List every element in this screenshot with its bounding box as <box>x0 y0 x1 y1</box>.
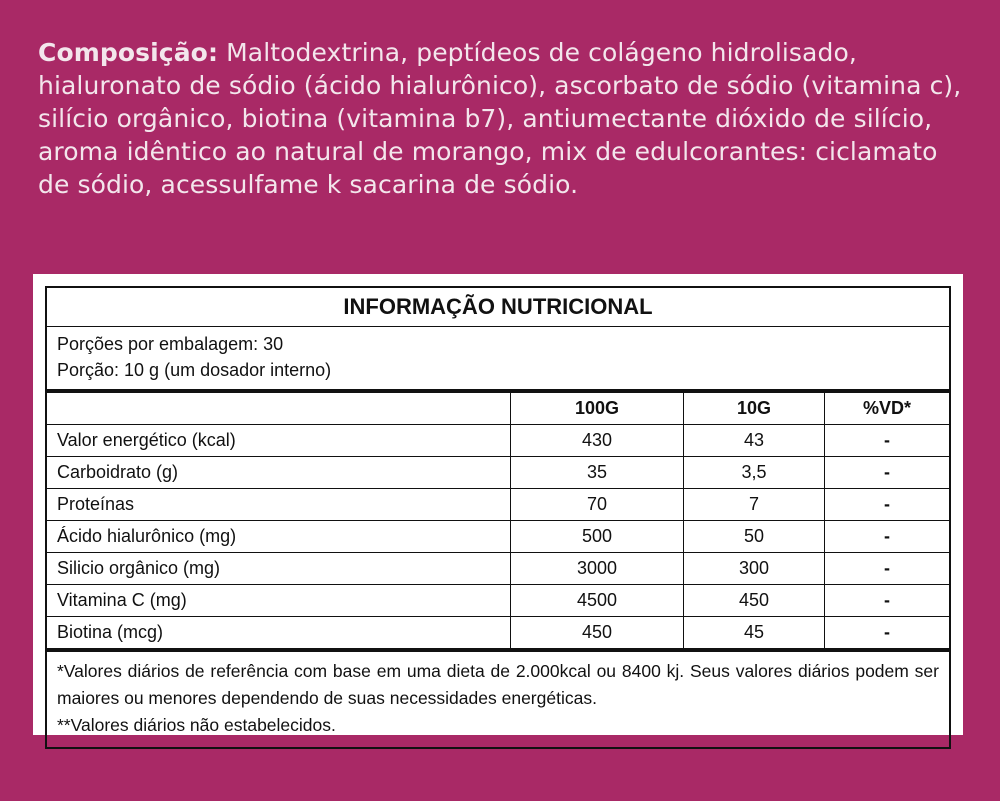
value-10g: 43 <box>684 425 825 457</box>
nutrient-name: Valor energético (kcal) <box>47 425 511 457</box>
value-10g: 3,5 <box>684 457 825 489</box>
table-row <box>47 457 949 489</box>
composition-label: Composição: <box>38 38 219 67</box>
serving-size: Porção: 10 g (um dosador interno) <box>57 360 332 380</box>
nutrient-name: Ácido hialurônico (mg) <box>47 521 511 553</box>
header-10g: 10G <box>684 393 825 425</box>
value-100g: 430 <box>511 425 684 457</box>
value-10g: 300 <box>684 553 825 585</box>
value-100g: 4500 <box>511 585 684 617</box>
value-vd: - <box>825 489 950 521</box>
nutrient-name: Vitamina C (mg) <box>47 585 511 617</box>
value-100g: 3000 <box>511 553 684 585</box>
header-nutrient <box>47 393 511 425</box>
table-row <box>47 489 949 521</box>
value-vd: - <box>825 553 950 585</box>
table-row <box>47 521 949 553</box>
table-row <box>47 425 949 457</box>
nutrition-title: INFORMAÇÃO NUTRICIONAL <box>47 288 949 327</box>
nutrient-name: Biotina (mcg) <box>47 617 511 651</box>
nutrient-table <box>47 393 949 652</box>
value-100g: 450 <box>511 617 684 651</box>
nutrient-name: Carboidrato (g) <box>47 457 511 489</box>
nutrient-name: Proteínas <box>47 489 511 521</box>
value-10g: 450 <box>684 585 825 617</box>
table-row <box>47 617 949 651</box>
value-10g: 7 <box>684 489 825 521</box>
header-100g: 100G <box>511 393 684 425</box>
value-vd: - <box>825 585 950 617</box>
footnote-not-established: **Valores diários não estabelecidos. <box>57 715 336 735</box>
table-row <box>47 553 949 585</box>
value-vd: - <box>825 425 950 457</box>
table-row <box>47 585 949 617</box>
composition-ingredients: Maltodextrina, peptídeos de colágeno hidrolisado, hialuronato de sódio (ácido hialurônico), ascorbato de sódio (vitamina c), silício orgânico, biotina (vitamina b7), antiumectante dióxido de silício, aroma idêntico ao natural de morango, mix de edulcorantes: ciclamato de sódio, acessulfame k sacarina de sódio. <box>38 38 962 199</box>
value-vd: - <box>825 521 950 553</box>
header-vd: %VD* <box>825 393 950 425</box>
value-100g: 35 <box>511 457 684 489</box>
value-100g: 500 <box>511 521 684 553</box>
composition-text <box>38 36 968 201</box>
serving-info <box>47 327 949 393</box>
servings-per-package: Porções por embalagem: 30 <box>57 334 284 354</box>
table-header-row <box>47 393 949 425</box>
value-vd: - <box>825 617 950 651</box>
value-100g: 70 <box>511 489 684 521</box>
nutrition-table <box>45 286 951 749</box>
value-10g: 50 <box>684 521 825 553</box>
footnote-reference: *Valores diários de referência com base em uma dieta de 2.000kcal ou 8400 kj. Seus valores diários podem ser maiores ou menores dependendo de suas necessidades energéticas. <box>57 661 939 708</box>
nutrition-panel <box>33 274 963 735</box>
value-10g: 45 <box>684 617 825 651</box>
nutrient-name: Silicio orgânico (mg) <box>47 553 511 585</box>
footnotes <box>47 652 949 747</box>
value-vd: - <box>825 457 950 489</box>
